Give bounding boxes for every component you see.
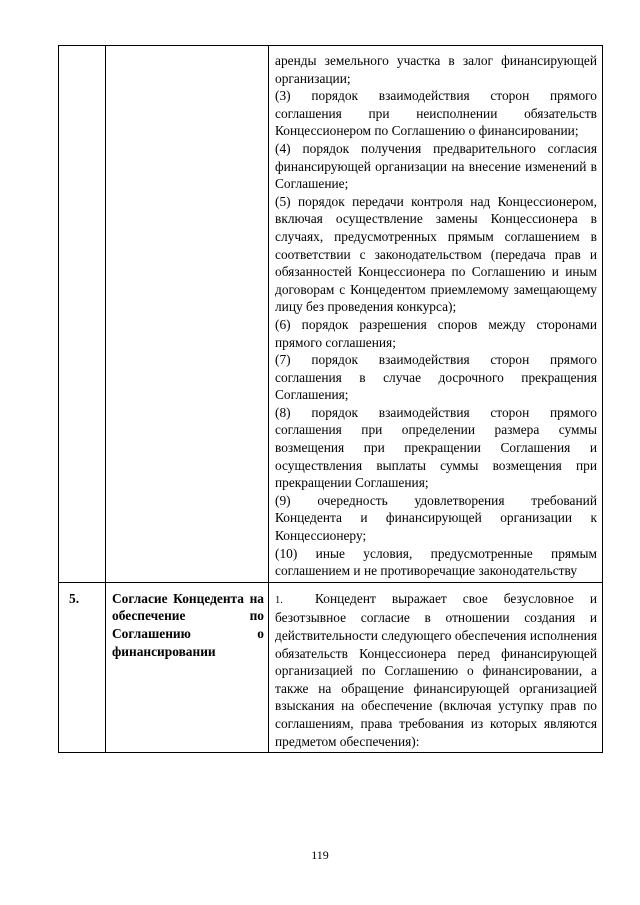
- row-title-cell: [106, 46, 269, 583]
- row-number-cell: [59, 46, 106, 583]
- item-number: 1.: [275, 594, 283, 606]
- table-row: [59, 582, 603, 752]
- paragraph: (3) порядок взаимодействия сторон прямого соглашения при неисполнении обязательств Концессионером по Соглашению о финансировании;: [275, 88, 597, 139]
- paragraph: (7) порядок взаимодействия сторон прямого соглашения в случае досрочного прекращения Соглашения;: [275, 352, 597, 403]
- row-title: [106, 46, 268, 53]
- row-number: [59, 46, 105, 54]
- row-number-cell: [59, 582, 106, 752]
- paragraph: (9) очередность удовлетворения требований Концедента и финансирующей организации к Концессионеру;: [275, 492, 597, 544]
- row-content-cell: [269, 46, 603, 583]
- agreement-table: [58, 45, 603, 753]
- paragraph: аренды земельного участка в залог финансирующей организации;: [275, 53, 597, 86]
- row-title: Согласие Концедента на обеспечение по Соглашению о финансировании: [112, 590, 264, 659]
- page-number: 119: [311, 848, 329, 862]
- row-content: [269, 583, 602, 752]
- item-text: Концедент выражает свое безусловное и безотзывное согласие в отношении создания и действительности следующего обеспечения исполнения обязательств Концессионера перед финансирующей организацией по Соглашению о финансировании, а также на обращение финансирующей организацией взыскания на обеспечение (включая уступку прав по соглашениям, права требования из которых являются предметом обеспечения):: [275, 590, 597, 749]
- paragraph: (4) порядок получения предварительного согласия финансирующей организации на внесение изменений в Соглашение;: [275, 140, 597, 192]
- paragraph: [275, 590, 597, 750]
- paragraph: (6) порядок разрешения споров между сторонами прямого соглашения;: [275, 316, 597, 350]
- row-content-cell: [269, 582, 603, 752]
- row-content: [269, 46, 602, 582]
- paragraph: (5) порядок передачи контроля над Концессионером, включая осуществление замены Концессионера в случаях, предусмотренных прямым соглашением в соответствии с законодательством (передача прав и обязанностей Концессионера по Соглашению и иным договорам с Концедентом приемлемому замещающему лицу без проведения конкурса);: [275, 193, 597, 315]
- table-row: [59, 46, 603, 583]
- row-title-cell: [106, 582, 269, 752]
- paragraph: (10) иные условия, предусмотренные прямым соглашением и не противоречащие законодательству: [275, 545, 597, 579]
- paragraph: (8) порядок взаимодействия сторон прямого соглашения при определении размера суммы возмещения при прекращении Соглашения и осуществления выплаты суммы возмещения при прекращении Соглашения;: [275, 404, 597, 491]
- row-number: 5.: [69, 590, 80, 606]
